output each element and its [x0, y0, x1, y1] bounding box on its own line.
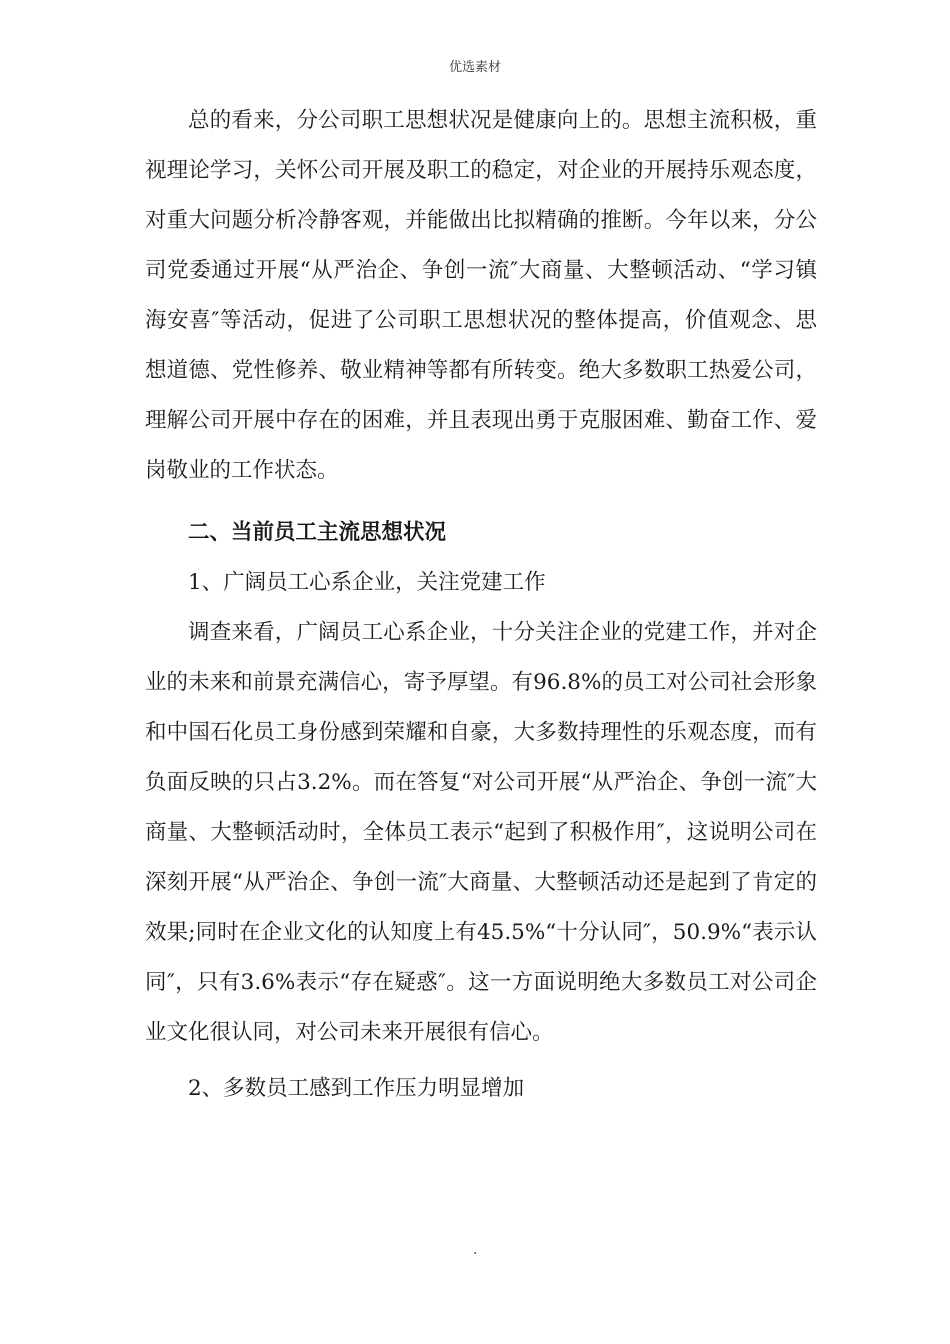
subheading-1: 1、广阔员工心系企业，关注党建工作: [188, 570, 546, 595]
spacer: [145, 496, 817, 502]
paragraph-survey: 调查来看，广阔员工心系企业，十分关注企业的党建工作，并对企业的未来和前景充满信心，寄予厚望。有96.8%的员工对公司社会形象和中国石化员工身份感到荣耀和自豪，大多数持理性的乐观态度，而有负面反映的只占3.2%。而在答复“对公司开展“从严治企、争创一流″大商量、大整顿活动时，全体员工表示“起到了积极作用″，这说明公司在深刻开展“从严治企、争创一流″大商量、大整顿活动还是起到了肯定的效果;同时在企业文化的认知度上有45.5%“十分认同″，50.9%“表示认同″，只有3.6%表示“存在疑惑″。这一方面说明绝大多数员工对公司企业文化很认同，对公司未来开展很有信心。: [145, 620, 817, 1045]
paragraph-overview: 总的看来，分公司职工思想状况是健康向上的。思想主流积极，重视理论学习，关怀公司开展及职工的稳定，对企业的开展持乐观态度，对重大问题分析冷静客观，并能做出比拟精确的推断。今年以来，分公司党委通过开展“从严治企、争创一流″大商量、大整顿活动、“学习镇海安喜″等活动，促进了公司职工思想状况的整体提高，价值观念、思想道德、党性修养、敬业精神等都有所转变。绝大多数职工热爱公司，理解公司开展中存在的困难，并且表现出勇于克服困难、勤奋工作、爱岗敬业的工作状态。: [145, 108, 817, 483]
page-header: 优选素材: [448, 60, 501, 75]
subheading-2: 2、多数员工感到工作压力明显增加: [188, 1076, 525, 1101]
document-body: [145, 96, 817, 1114]
section-heading-2: 二、当前员工主流思想状况: [188, 520, 447, 545]
page-footer-mark: .: [473, 1242, 478, 1258]
